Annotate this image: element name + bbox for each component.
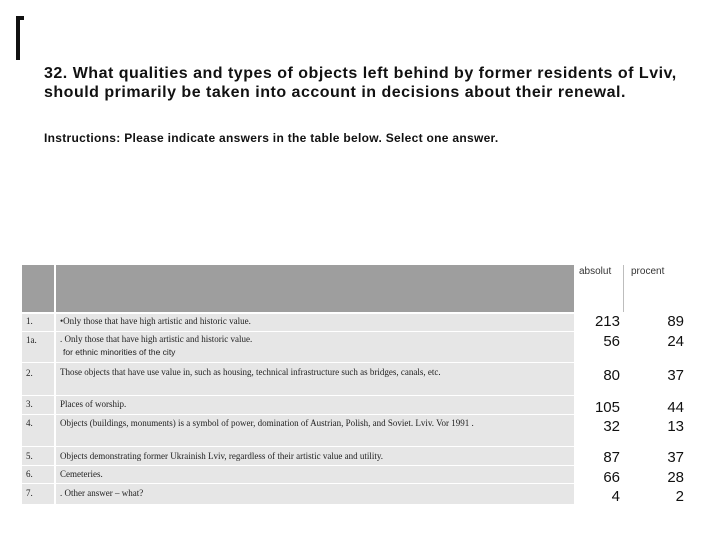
row-description: . Other answer – what?: [60, 488, 144, 498]
row-description: •Only those that have high artistic and historic value.: [60, 316, 251, 326]
value-absolute: 32: [603, 418, 620, 435]
value-percent: 24: [667, 333, 684, 350]
value-absolute: 80: [603, 367, 620, 384]
value-absolute: 56: [603, 333, 620, 350]
value-absolute: 105: [594, 399, 620, 416]
row-description: Objects demonstrating former Ukrainish Lviv, regardless of their artistic value and utility.: [60, 451, 383, 461]
row-description: . Only those that have high artistic and historic value.: [60, 334, 253, 344]
column-header-absolute: absolut: [579, 266, 612, 277]
row-number: 3.: [26, 399, 33, 409]
value-percent: 89: [667, 313, 684, 330]
header-column-divider: [623, 265, 624, 312]
column-header-percent: procent: [631, 266, 665, 277]
value-absolute: 66: [603, 469, 620, 486]
row-description-subtext: for ethnic minorities of the city: [63, 347, 176, 357]
row-number: 5.: [26, 451, 33, 461]
value-percent: 2: [675, 488, 684, 505]
instructions-text: Instructions: Please indicate answers in the table below. Select one answer.: [44, 131, 499, 145]
row-number: 7.: [26, 488, 33, 498]
row-description: Cemeteries.: [60, 469, 103, 479]
row-description: Objects (buildings, monuments) is a symbol of power, domination of Austrian, Polish, and Soviet. Lviv. Vor 1991 .: [60, 418, 474, 428]
corner-accent-left: [16, 16, 20, 60]
row-number: 6.: [26, 469, 33, 479]
row-number: 2.: [26, 368, 33, 378]
value-percent: 37: [667, 449, 684, 466]
value-percent: 37: [667, 367, 684, 384]
value-percent: 44: [667, 399, 684, 416]
header-number-cell: [22, 265, 54, 312]
row-description: Those objects that have use value in, such as housing, technical infrastructure such as bridges, canals, etc.: [60, 367, 441, 377]
value-absolute: 213: [594, 313, 620, 330]
value-percent: 13: [667, 418, 684, 435]
row-number: 1a.: [26, 335, 37, 345]
row-number: 1.: [26, 316, 33, 326]
header-description-cell: [56, 265, 574, 312]
value-absolute: 87: [603, 449, 620, 466]
value-percent: 28: [667, 469, 684, 486]
value-absolute: 4: [611, 488, 620, 505]
row-description-bg: [56, 396, 574, 414]
row-description: Places of worship.: [60, 399, 127, 409]
row-description-bg: [56, 466, 574, 483]
slide-title: 32. What qualities and types of objects left behind by former residents of Lviv, should primarily be taken into account in decisions about their renewal.: [44, 65, 677, 101]
row-number: 4.: [26, 418, 33, 428]
